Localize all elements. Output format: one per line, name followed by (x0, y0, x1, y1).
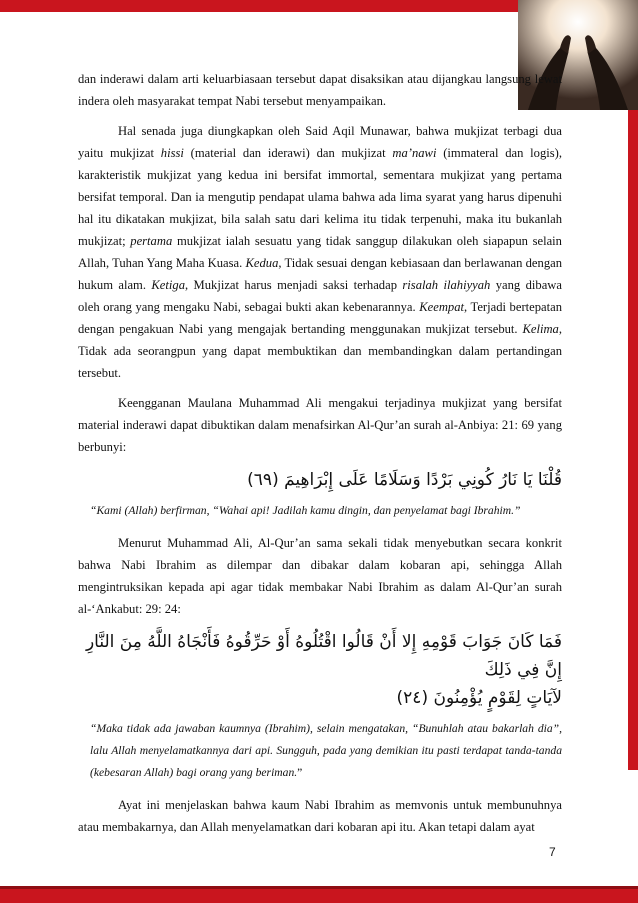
verse-line: لآيَاتٍ لِقَوْمٍ يُؤْمِنُونَ (٢٤) (396, 688, 562, 708)
paragraph: Menurut Muhammad Ali, Al-Qur’an sama sekali tidak menyebutkan secara konkrit bahwa Nabi Ibrahim as dilempar dan dibakar dalam kobaran api, sehingga Allah mengintruksikan kepada api agar tidak membakar Nabi Ibrahim as dalam Al-Qur’an surah al-‘Ankabut: 29: 24: (78, 536, 562, 616)
paragraph: Keengganan Maulana Muhammad Ali mengakui terjadinya mukjizat yang bersifat material inderawi dapat dibuktikan dalam menafsirkan Al-Qur’an surah al-Anbiya: 21: 69 yang berbunyi: (78, 396, 562, 454)
paragraph: Hal senada juga diungkapkan oleh Said Aqil Munawar, bahwa mukjizat terbagi dua yaitu mukjizat hissi (material dan iderawi) dan mukjizat ma’nawi (immateral dan logis), karakteristik mukjizat yang kedua ini bersifat immortal, sementara mukjizat yang pertama bersifat temporal. Dan ia mengutip pendapat ulama bahwa ada lima syarat yang harus dipenuhi hal itu dikatakan mukjizat, bila salah satu dari kelima itu tidak terpenuhi, maka itu bukanlah mukjizat; pertama mukjizat ialah sesuatu yang tidak sanggup dilakukan oleh siapapun selain Allah, Tuhan Yang Maha Kuasa. Kedua, Tidak sesuai dengan kebiasaan dan berlawanan dengan hukum alam. Ketiga, Mukjizat harus menjadi saksi terhadap risalah ilahiyyah yang dibawa oleh orang yang mengaku Nabi, sebagai bukti akan kebenarannya. Keempat, Terjadi bertepatan dengan pengakuan Nabi yang mengajak bertanding menggunakan mukjizat tersebut. Kelima, Tidak ada seorangpun yang dapat membuktikan dan membandingkan dalam pertandingan tersebut. (78, 124, 563, 380)
verse-line: فَمَا كَانَ جَوَابَ قَوْمِهِ إِلا أَنْ قَالُوا اقْتُلُوهُ أَوْ حَرِّقُوهُ فَأَنْجَاهُ اللَّهُ مِنَ النَّارِ إِنَّ فِي ذَلِكَ (85, 632, 562, 680)
verse-translation: “Maka tidak ada jawaban kaumnya (Ibrahim), selain mengatakan, “Bunuhlah atau bakarlah dia”, lalu Allah menyelamatkannya dari api. Sungguh, pada yang demikian itu pasti terdapat tanda-tanda (kebesaran Allah) bagi orang yang beriman.” (90, 722, 562, 779)
paragraph: Ayat ini menjelaskan bahwa kaum Nabi Ibrahim as memvonis untuk membunuhnya atau membakarnya, dan Allah menyelamatkan dari kobaran api itu. Akan tetapi dalam ayat (78, 798, 562, 834)
quran-verse-arabic: قُلْنَا يَا نَارُ كُونِي بَرْدًا وَسَلَامًا عَلَى إِبْرَاهِيمَ (٦٩) (247, 470, 562, 490)
quran-verse-arabic (78, 628, 562, 712)
page-number: 7 (549, 845, 556, 859)
paragraph: dan inderawi dalam arti keluarbiasaan tersebut dapat disaksikan atau dijangkau langsung lewat indera oleh masyarakat tempat Nabi tersebut menyampaikan. (78, 72, 562, 108)
page-body (78, 68, 562, 846)
verse-translation: “Kami (Allah) berfirman, “Wahai api! Jadilah kamu dingin, dan penyelamat bagi Ibrahim.” (90, 504, 521, 517)
bottom-accent-bar (0, 889, 638, 903)
right-accent-strip (628, 110, 638, 770)
